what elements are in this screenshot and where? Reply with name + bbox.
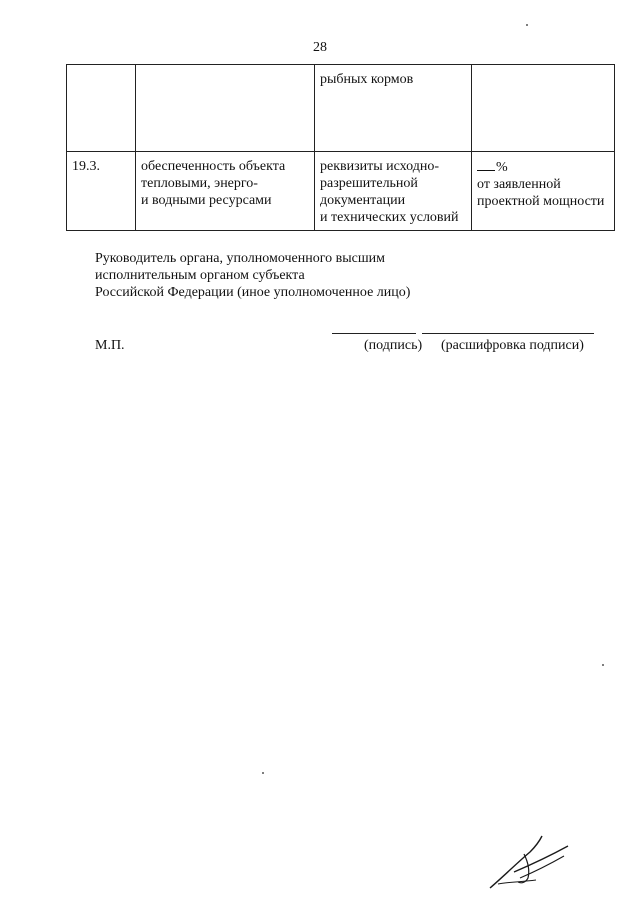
table-cell-document (315, 152, 472, 231)
table-row (67, 152, 615, 231)
table-cell-value (472, 65, 615, 152)
cell-text-line: тепловыми, энерго- (141, 176, 258, 191)
stamp-place-label: М.П. (95, 338, 125, 353)
cell-text-line: документации (320, 193, 406, 208)
signature-line (332, 333, 416, 334)
table-cell-criterion (136, 152, 315, 231)
signature-caption: (подпись) (364, 338, 423, 353)
cell-text-line: от заявленной (477, 177, 561, 192)
page-number: 28 (313, 40, 327, 55)
row-number: 19.3. (72, 159, 100, 174)
cell-text-line: реквизиты исходно- (320, 159, 440, 174)
signatory-line: Руководитель органа, уполномоченного высшим (95, 251, 385, 266)
table-cell-number (67, 152, 136, 231)
table-row (67, 65, 615, 152)
signatory-title (95, 250, 515, 301)
scan-speck (262, 772, 264, 774)
percent-sign: % (496, 160, 508, 175)
cell-text-line: и технических условий (320, 210, 459, 225)
requirements-table (66, 64, 615, 231)
signatory-line: Российской Федерации (иное уполномоченное лицо) (95, 285, 411, 300)
scan-speck (602, 664, 604, 666)
cell-text-line: проектной мощности (477, 194, 605, 209)
cell-text-line: обеспеченность объекта (141, 159, 286, 174)
table-cell-document (315, 65, 472, 152)
cell-text-line: разрешительной (320, 176, 418, 191)
table-cell-value (472, 152, 615, 231)
scan-speck (526, 24, 528, 26)
percent-line (477, 158, 611, 176)
signature-decoding-caption: (расшифровка подписи) (441, 338, 584, 353)
signatory-line: исполнительным органом субъекта (95, 268, 305, 283)
cell-text-line: рыбных кормов (320, 72, 414, 87)
table-cell-number (67, 65, 136, 152)
signature-decoding-line (422, 333, 594, 334)
table-cell-criterion (136, 65, 315, 152)
percent-blank (477, 158, 495, 171)
cell-text-line: и водными ресурсами (141, 193, 272, 208)
handwritten-signature (484, 832, 574, 892)
